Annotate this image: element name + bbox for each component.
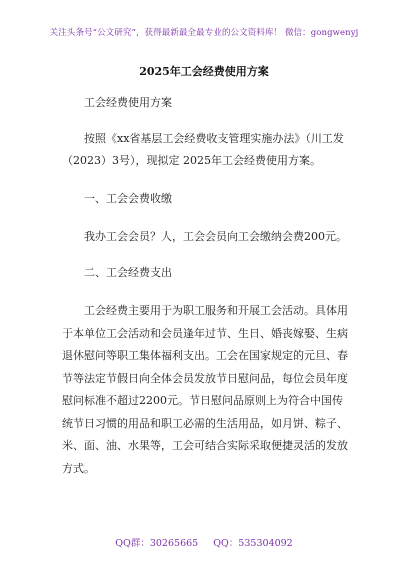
footer-contact bbox=[0, 535, 408, 549]
basis-paragraph: 按照《xx省基层工会经费收支管理实施办法》（川工发（2023）3号），现拟定 2025年工会经费使用方案。 bbox=[62, 132, 344, 167]
header-banner: 关注头条号“公文研究”，获得最新最全最专业的公文资料库！ 微信：gongwenyj bbox=[49, 28, 359, 38]
page-title: 2025年工会经费使用方案 bbox=[139, 65, 269, 78]
qq-group-text: QQ群：30265665 bbox=[115, 538, 199, 549]
section1-body: 我办工会会员？人，工会会员向工会缴纳会费200元。 bbox=[84, 230, 347, 243]
intro-heading: 工会经费使用方案 bbox=[84, 96, 172, 109]
section2-body: 工会经费主要用于为职工服务和开展工会活动。具体用于本单位工会活动和会员逢年过节、生日、婚丧嫁娶、生病退休慰问等职工集体福利支出。工会在国家规定的元旦、春节等法定节假日向全体会员发放节日慰问品，每位会员年度慰问标准不超过2200元。节日慰问品原则上为符合中国传统节日习惯的用品和职工必需的生活用品，如月饼、粽子、米、面、油、水果等，工会可结合实际采取便捷灵活的发放方式。 bbox=[62, 304, 348, 475]
section2-heading: 二、工会经费支出 bbox=[84, 266, 172, 279]
qq-number-text: QQ：535304092 bbox=[213, 538, 293, 549]
section1-heading: 一、工会会费收缴 bbox=[84, 192, 172, 205]
